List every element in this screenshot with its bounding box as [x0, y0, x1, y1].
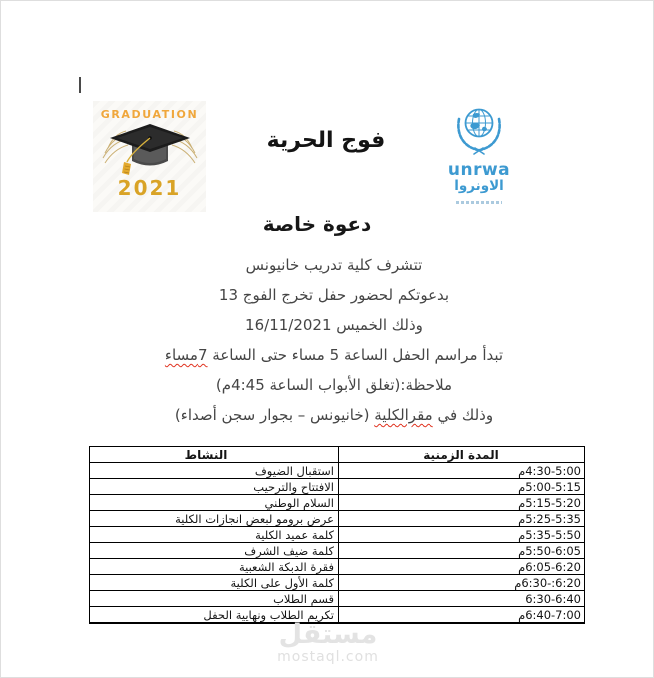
table-header-row — [90, 447, 585, 463]
activity-cell: كلمة ضيف الشرف — [90, 543, 339, 559]
table-row — [90, 543, 585, 559]
table-row — [90, 495, 585, 511]
invitation-line-college: تتشرف كلية تدريب خانيونس — [245, 256, 423, 274]
invitation-line-event: بدعوتكم لحضور حفل تخرج الفوج 13 — [218, 286, 450, 304]
table-row — [90, 575, 585, 591]
table-row — [90, 527, 585, 543]
time-cell: م5:15-5:20 — [339, 495, 585, 511]
table-row — [90, 479, 585, 495]
invitation-body — [13, 250, 654, 430]
activity-cell: عرض برومو لبعض انجازات الكلية — [90, 511, 339, 527]
activity-cell: الافتتاح والترحيب — [90, 479, 339, 495]
time-cell: م5:35-5:50 — [339, 527, 585, 543]
invitation-heading: دعوة خاصة — [262, 212, 372, 236]
unrwa-tagline — [456, 201, 502, 204]
time-cell: م4:30-5:00 — [339, 463, 585, 479]
activity-cell: قسم الطلاب — [90, 591, 339, 607]
time-cell: م6:30-:6:20 — [339, 575, 585, 591]
invitation-line-time: تبدأ مراسم الحفل الساعة 5 مساء حتى الساعة 7مساء — [164, 346, 504, 364]
activity-cell: السلام الوطني — [90, 495, 339, 511]
time-cell: 6:30-6:40 — [339, 591, 585, 607]
activity-cell: فقرة الدبكة الشعبية — [90, 559, 339, 575]
unrwa-wordmark-latin: unrwa — [447, 160, 511, 180]
unrwa-logo — [437, 103, 521, 204]
text-cursor — [79, 77, 81, 93]
misspelled-word: ونهايية — [235, 607, 267, 622]
table-row — [90, 463, 585, 479]
invitation-line-date: وذلك الخميس 16/11/2021 — [245, 316, 423, 334]
activity-cell: كلمة عميد الكلية — [90, 527, 339, 543]
page-title: فوج الحرية — [266, 128, 386, 153]
table-row — [90, 511, 585, 527]
time-cell: م6:05-6:20 — [339, 559, 585, 575]
unrwa-wordmark-arabic: الاونروا — [454, 178, 504, 194]
time-column-header: المدة الزمنية — [339, 447, 585, 463]
watermark-arabic: مستقل — [278, 619, 378, 650]
time-cell: م5:50-6:05 — [339, 543, 585, 559]
activity-cell: تكريم الطلاب ونهايية الحفل — [90, 607, 339, 624]
table-row — [90, 559, 585, 575]
misspelled-word: 7مساء — [164, 346, 208, 364]
un-emblem-icon — [450, 103, 508, 159]
watermark — [1, 621, 654, 664]
invitation-line-location: وذلك في مقرالكلية (خانيونس – بجوار سجن أصداء) — [174, 406, 494, 424]
invitation-line-note: ملاحظة:(تغلق الأبواب الساعة 4:45م) — [215, 376, 453, 394]
misspelled-word: مقرالكلية — [374, 406, 433, 424]
time-cell: م5:25-5:35 — [339, 511, 585, 527]
graduation-logo-year: 2021 — [117, 176, 182, 200]
schedule-table — [89, 446, 585, 624]
graduation-cap-icon — [98, 122, 202, 176]
graduation-logo — [93, 101, 206, 212]
graduation-logo-title: GRADUATION — [100, 108, 199, 121]
time-cell: م5:00-5:15 — [339, 479, 585, 495]
table-row — [90, 591, 585, 607]
activity-cell: استقبال الضيوف — [90, 463, 339, 479]
activity-column-header: النشاط — [90, 447, 339, 463]
activity-cell: كلمة الأول على الكلية — [90, 575, 339, 591]
time-cell: م6:40-7:00 — [339, 607, 585, 624]
watermark-domain: mostaql.com — [277, 649, 379, 665]
